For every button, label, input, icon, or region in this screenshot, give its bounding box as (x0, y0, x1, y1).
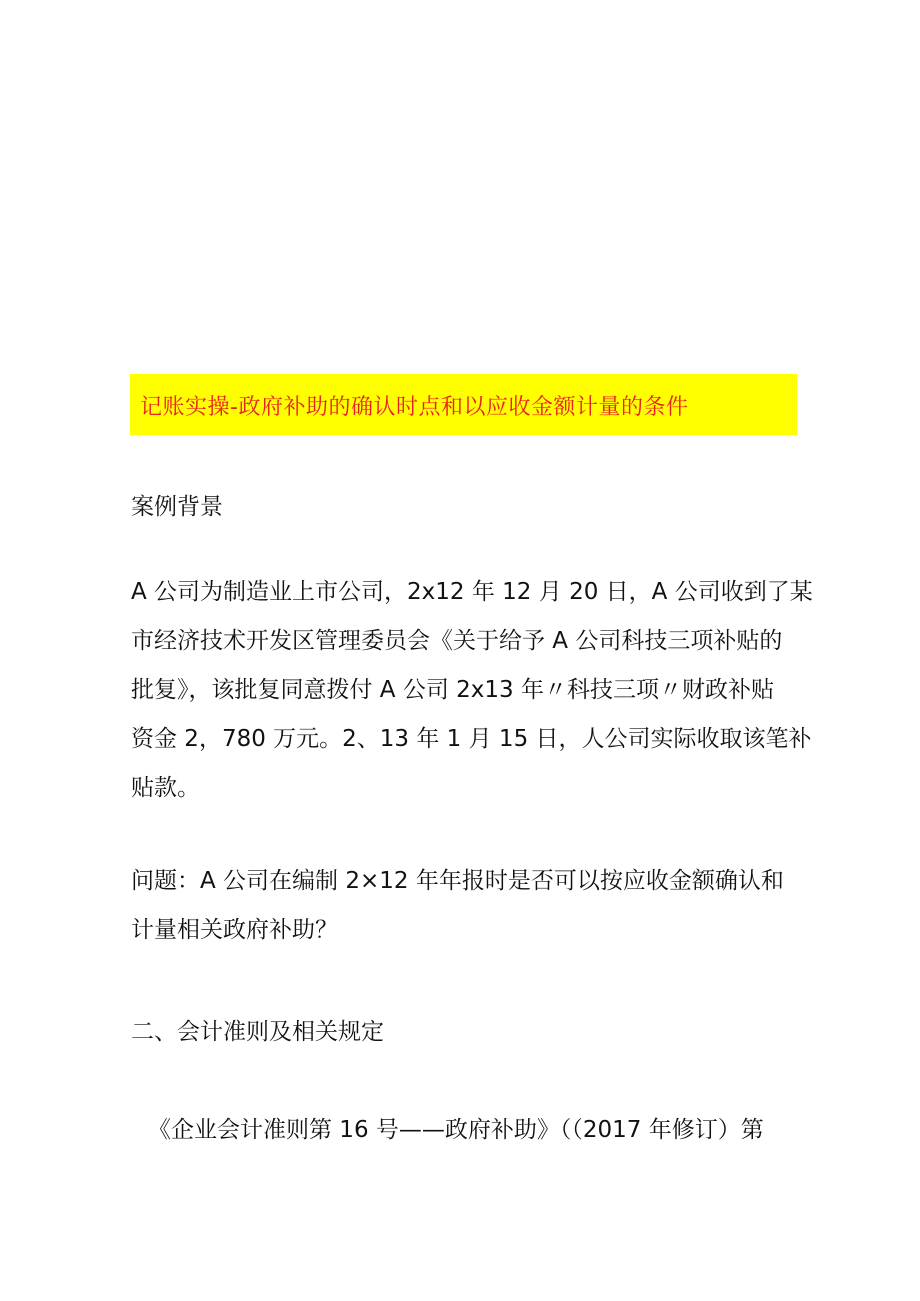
case-line: A 公司为制造业上市公司，2x12 年 12 月 20 日，A 公司收到了某 (131, 579, 813, 605)
case-line: 资金 2，780 万元。2、13 年 1 月 15 日，人公司实际收取该笔补 (131, 726, 812, 752)
document-title: 记账实操-政府补助的确认时点和以应收金额计量的条件 (140, 395, 689, 420)
case-line: 市经济技术开发区管理委员会《关于给予 A 公司科技三项补贴的 (131, 628, 783, 654)
question-paragraph (131, 857, 811, 955)
question-line: 问题：A 公司在编制 2×12 年年报时是否可以按应收金额确认和 (131, 868, 784, 894)
title-highlight (130, 374, 797, 435)
case-background-heading: 案例背景 (131, 494, 223, 520)
question-line: 计量相关政府补助？ (131, 917, 338, 943)
case-line: 批复》，该批复同意拨付 A 公司 2x13 年〃科技三项〃财政补贴 (131, 677, 774, 703)
case-line: 贴款。 (131, 775, 200, 801)
standards-heading: 二、会计准则及相关规定 (131, 1019, 384, 1045)
standard-citation: 《企业会计准则第 16 号——政府补助》（（2017 年修订）第 (148, 1117, 764, 1143)
case-paragraph (131, 568, 811, 813)
